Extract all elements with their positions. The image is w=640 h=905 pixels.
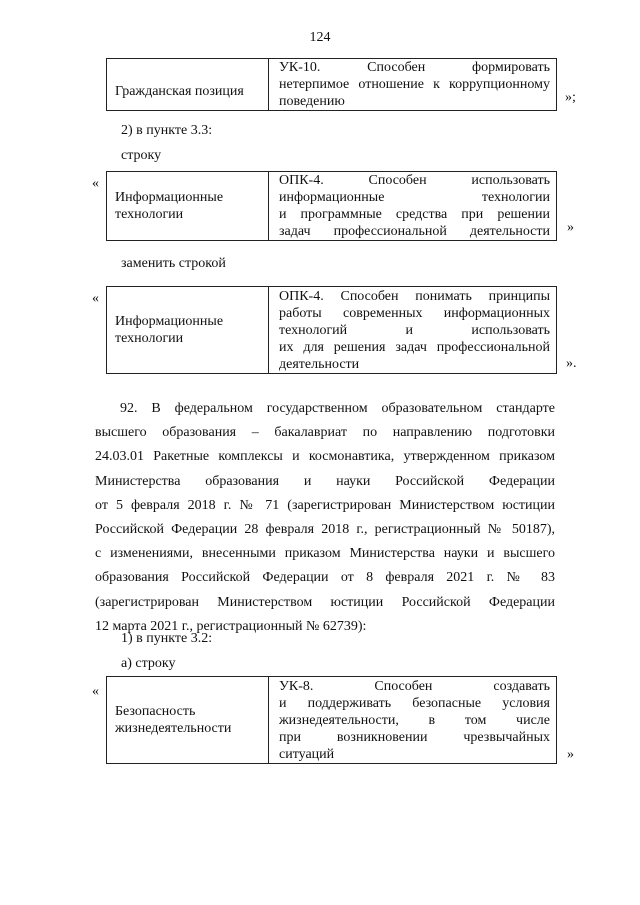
- closing-quote: ».: [566, 356, 577, 371]
- page-number: 124: [309, 30, 331, 45]
- competency-table-it-new: [106, 286, 557, 374]
- competency-line: и программные средства при решении: [279, 207, 550, 222]
- paragraph-line: 92. В федеральном государственном образовательном стандарте: [120, 401, 555, 416]
- competency-line: жизнедеятельности, в том числе: [279, 712, 550, 728]
- paragraph-line: (зарегистрирован Министерством юстиции Российской Федерации: [95, 594, 555, 610]
- competency-description-cell: [269, 59, 557, 111]
- item-2-point-3-3: 2) в пункте 3.3:: [121, 123, 213, 138]
- competency-line: при возникновении чрезвычайных: [279, 729, 550, 745]
- paragraph-line: высшего образования – бакалавриат по направлению подготовки: [95, 425, 555, 441]
- competency-name-line: Безопасность: [115, 704, 196, 719]
- competency-description-cell: [269, 677, 557, 764]
- item-a-stroku: а) строку: [121, 656, 176, 671]
- table-row: [107, 677, 557, 764]
- closing-quote: »: [567, 220, 574, 235]
- paragraph-line: Министерства образования и науки Российской Федерации: [95, 473, 555, 489]
- competency-table-it-old: [106, 171, 557, 241]
- competency-line: нетерпимое отношение к коррупционному: [279, 77, 550, 92]
- paragraph-line: 12 марта 2021 г., регистрационный № 62739):: [95, 618, 367, 634]
- competency-table-civic: [106, 58, 557, 111]
- stroku-label: строку: [121, 148, 162, 163]
- competency-line: поведению: [279, 94, 345, 109]
- opening-quote: «: [92, 291, 99, 306]
- competency-line: и поддерживать безопасные условия: [279, 695, 550, 711]
- competency-line: их для решения задач профессиональной: [279, 339, 550, 355]
- competency-table-safety: [106, 676, 557, 764]
- competency-description-cell: [269, 287, 557, 374]
- competency-line: ОПК-4. Способен понимать принципы: [279, 288, 550, 304]
- competency-line: деятельности: [279, 356, 360, 372]
- competency-name-line: Информационные: [115, 190, 224, 205]
- competency-line: УК-10. Способен формировать: [279, 60, 550, 75]
- competency-description-cell: [269, 172, 557, 241]
- closing-quote: »;: [565, 90, 576, 105]
- table-row: [107, 287, 557, 374]
- competency-line: УК-8. Способен создавать: [279, 678, 550, 694]
- paragraph-line: образования Российской Федерации от 8 февраля 2021 г. № 83: [95, 570, 555, 586]
- competency-name-line: технологии: [115, 207, 184, 222]
- competency-name-line: технологии: [115, 331, 184, 346]
- competency-name-cell: [107, 677, 269, 764]
- paragraph-92: [95, 397, 555, 639]
- competency-name-cell: [107, 172, 269, 241]
- opening-quote: «: [92, 684, 99, 699]
- competency-line: технологий и использовать: [279, 322, 550, 338]
- table-row: [107, 172, 557, 241]
- paragraph-line: от 5 февраля 2018 г. № 71 (зарегистрирован Министерством юстиции: [95, 497, 555, 513]
- competency-name-line: жизнедеятельности: [115, 721, 232, 736]
- table-row: [107, 59, 557, 111]
- competency-line: работы современных информационных: [279, 305, 550, 321]
- replace-line: заменить строкой: [121, 256, 226, 271]
- closing-quote: »: [567, 747, 574, 762]
- competency-name: Гражданская позиция: [115, 84, 244, 99]
- competency-name-cell: [107, 59, 269, 111]
- competency-line: ОПК-4. Способен использовать: [279, 173, 550, 188]
- item-1-point-3-2: 1) в пункте 3.2:: [121, 631, 213, 646]
- paragraph-line: Российской Федерации 28 февраля 2018 г., регистрационный № 50187),: [95, 522, 555, 538]
- opening-quote: «: [92, 176, 99, 191]
- paragraph-line: с изменениями, внесенными приказом Министерства науки и высшего: [95, 546, 555, 562]
- competency-name-line: Информационные: [115, 314, 224, 329]
- paragraph-line: 24.03.01 Ракетные комплексы и космонавтика, утвержденном приказом: [95, 449, 555, 465]
- competency-line: ситуаций: [279, 746, 335, 762]
- competency-name-cell: [107, 287, 269, 374]
- competency-line: задач профессиональной деятельности: [279, 224, 550, 239]
- competency-line: информационные технологии: [279, 190, 550, 205]
